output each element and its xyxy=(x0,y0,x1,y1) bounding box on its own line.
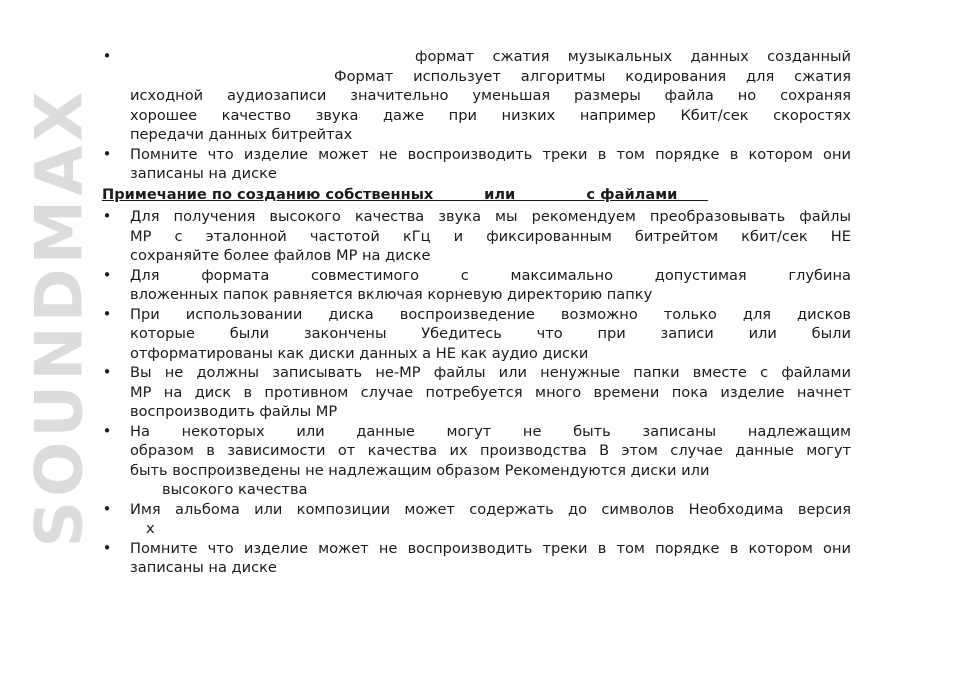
text-line: формат сжатия музыкальных данных созданный xyxy=(415,48,851,65)
text-line: воспроизводить файлы МР xyxy=(130,403,338,420)
text-line: сохраняйте более файлов МР на диске xyxy=(130,247,431,264)
text-line: На некоторых или данные могут не быть записаны надлежащим xyxy=(130,422,851,440)
bullet: • xyxy=(102,538,112,557)
text-line: исходной аудиозаписи значительно уменьшая размеры файла но сохраняя xyxy=(130,87,851,104)
text-line: вложенных папок равняется включая корневую директорию папку xyxy=(130,286,653,303)
text-line: Помните что изделие может не воспроизводить треки в том порядке в котором они xyxy=(130,539,851,557)
text-line: Для получения высокого качества звука мы рекомендуем преобразовывать файлы xyxy=(130,208,851,225)
text-line: хорошее качество звука даже при низких например Кбит/сек скоростях xyxy=(130,106,851,124)
text-line: образом в зависимости от качества их производства В этом случае данные могут xyxy=(130,442,851,459)
text-line: Помните что изделие может не воспроизводить треки в том порядке в котором они xyxy=(130,145,851,163)
text-line: При использовании диска воспроизведение возможно только для дисков xyxy=(130,305,851,323)
soundmax-watermark: SOUNDMAX xyxy=(22,87,98,548)
bullet: • xyxy=(102,144,112,163)
bullet: • xyxy=(102,207,112,225)
text-line: Имя альбома или композиции может содержать до символов Необходима версия xyxy=(130,500,851,518)
bullet: • xyxy=(102,421,112,440)
text-line: быть воспроизведены не надлежащим образом Рекомендуются диски или xyxy=(130,461,710,479)
bullet: • xyxy=(102,47,112,65)
text-line: х xyxy=(146,520,155,537)
text-line: передачи данных битрейтах xyxy=(130,126,353,143)
bullet: • xyxy=(102,265,112,284)
section-heading: Примечание по созданию собственных или с файлами xyxy=(102,186,708,203)
text-line: МР на диск в противном случае потребуется много времени пока изделие начнет xyxy=(130,383,851,401)
text-line: которые были закончены Убедитесь что при записи или были xyxy=(130,325,851,342)
text-line: МР с эталонной частотой кГц и фиксированным битрейтом кбит/сек НЕ xyxy=(130,227,851,245)
text-line: высокого качества xyxy=(162,481,308,498)
bullet: • xyxy=(102,304,112,323)
bullet: • xyxy=(102,363,112,381)
text-line: Формат использует алгоритмы кодирования для сжатия xyxy=(334,67,851,85)
bullet: • xyxy=(102,499,112,518)
text-line: отформатированы как диски данных а НЕ как аудио диски xyxy=(130,344,589,362)
text-line: записаны на диске xyxy=(130,165,277,182)
text-line: Для формата совместимого с максимально допустимая глубина xyxy=(130,266,851,284)
text-line: записаны на диске xyxy=(130,559,277,576)
text-line: Вы не должны записывать не-МР файлы или ненужные папки вместе с файлами xyxy=(130,364,851,381)
